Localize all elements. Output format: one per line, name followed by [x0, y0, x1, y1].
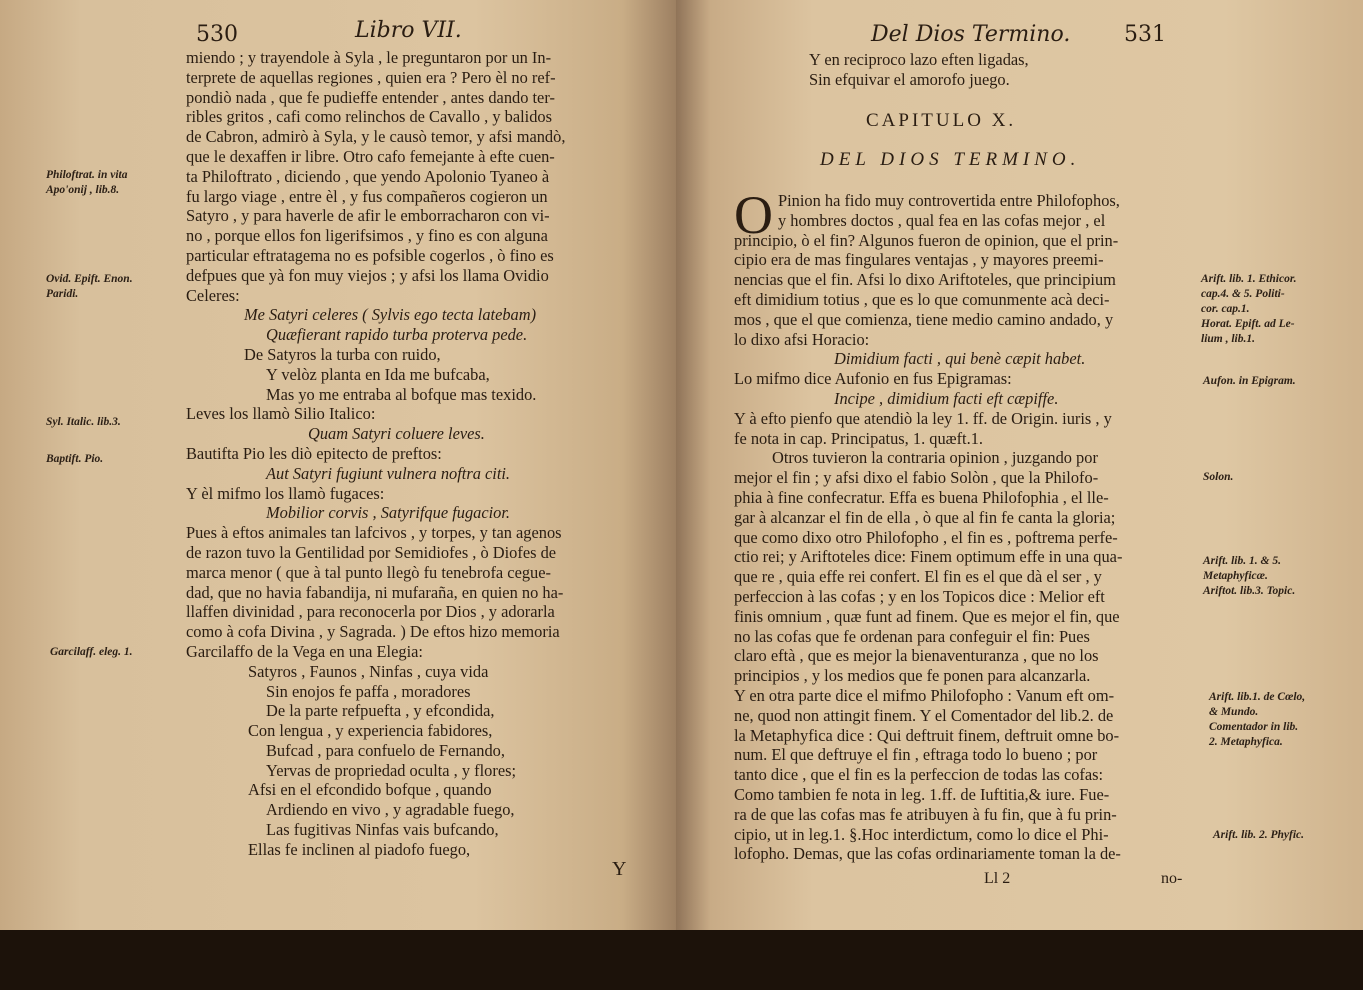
text-line: Y en otra parte dice el mifmo Philofopho : Vanum eft om-	[734, 685, 1115, 705]
drop-cap: O	[734, 185, 773, 245]
text-line: ne, quod non attingit finem. Y el Comentador del lib.2. de	[734, 705, 1114, 725]
left-margin-note-4: Baptift. Pio.	[46, 453, 104, 465]
left-page-number: 530	[196, 22, 238, 47]
text-line: Lo mifmo dice Aufonio en fus Epigramas:	[734, 369, 1012, 389]
text-line: De la parte refpuefta , y efcondida,	[266, 701, 495, 721]
left-margin-note-3: Syl. Italic. lib.3.	[46, 416, 121, 428]
left-margin-note-1: Philoftrat. in vita Apo'onij , lib.8.	[46, 169, 128, 196]
text-line: Me Satyri celeres ( Sylvis ego tecta latebam)	[244, 305, 537, 325]
left-running-head: Libro VII.	[355, 18, 462, 43]
text-line: dad, que no havia fabandija, ni mufaraña, en quien no ha-	[186, 582, 564, 602]
right-page-number: 531	[1124, 22, 1166, 47]
text-line: Satyros , Faunos , Ninfas , cuya vida	[248, 661, 489, 681]
text-line: que re , quia effe rei confert. El fin es el que dà el ser , y	[734, 567, 1102, 587]
left-page	[0, 0, 676, 930]
text-line: De Satyros la turba con ruido,	[244, 344, 441, 364]
text-line: de Cabron, admirò à Syla, y le causò temor, y afsi mandò,	[186, 127, 566, 147]
text-line: Bautifta Pio les diò epitecto de preftos:	[186, 443, 442, 463]
text-line: Como tambien fe nota in leg. 1.ff. de Iuftitia,& iure. Fue-	[734, 784, 1110, 804]
text-line: ribles gritos , cafi como relinchos de Cavallo , y balidos	[186, 107, 552, 127]
right-running-head: Del Dios Termino.	[871, 22, 1071, 47]
right-verse	[809, 50, 1029, 90]
text-line: phia à fine confecratur. Effa es buena Philofophia , el lle-	[734, 487, 1109, 507]
text-line: Mas yo me entraba al bofque mas texido.	[266, 384, 537, 404]
text-line: Aut Satyri fugiunt vulnera noftra citi.	[266, 463, 511, 483]
text-line: defpues que yà fon muy viejos ; y afsi los llama Ovidio	[186, 265, 549, 285]
text-line: Dimidium facti , qui benè cæpit habet.	[834, 349, 1086, 369]
text-line: Afsi en el efcondido bofque , quando	[248, 780, 492, 800]
left-body-text	[186, 48, 646, 860]
text-line: principio, ò el fin? Algunos fueron de opinion, que el prin-	[734, 230, 1119, 250]
text-line: finis omnium , quæ funt ad finem. Que es mejor el fin, que	[734, 606, 1120, 626]
text-line: ra de que las cofas mas fe atribuyen à fu fin, que à fu prin-	[734, 804, 1117, 824]
text-line: Yervas de propriedad oculta , y flores;	[266, 760, 517, 780]
text-line: como à cofa Divina , y Sagrada. ) De eftos hizo memoria	[186, 622, 560, 642]
text-line: Incipe , dimidium facti eft cæpiffe.	[834, 388, 1059, 408]
text-line: y hombres doctos , qual fea en las cofas mejor , el	[778, 210, 1106, 230]
left-margin-note-2: Ovid. Epift. Enon. Paridi.	[46, 273, 133, 300]
text-line: Otros tuvieron la contraria opinion , juzgando por	[772, 448, 1098, 468]
text-line: eft dimidium totius , que es lo que comunmente acà deci-	[734, 289, 1110, 309]
text-line: mejor el fin ; y afsi dixo el fabio Solòn , que la Philofo-	[734, 468, 1099, 488]
text-line: perfeccion à las cofas ; y en los Topicos dice : Melior eft	[734, 586, 1105, 606]
text-line: principios , y los medios que fe ponen para alcanzarla.	[734, 666, 1091, 686]
text-line: Pinion ha fido muy controvertida entre Philofophos,	[778, 191, 1120, 210]
text-line: Bufcad , para confuelo de Fernando,	[266, 740, 505, 760]
page-signature: Ll 2	[984, 870, 1011, 887]
text-line: Ardiendo en vivo , y agradable fuego,	[266, 800, 515, 820]
right-catchword: no-	[1161, 870, 1183, 887]
right-margin-note-6: Arift. lib. 2. Phyfic.	[1213, 829, 1305, 841]
text-line: Y èl mifmo los llamò fugaces:	[186, 483, 385, 503]
text-line: claro eftà , que es mejor la bienaventuranza , que no los	[734, 646, 1099, 666]
text-line: gar à alcanzar el fin de ella , ò que al fin fe canta la gloria;	[734, 507, 1116, 527]
text-line: Ellas fe inclinen al piadofo fuego,	[248, 839, 471, 859]
text-line: num. El que deftruye el fin , eftraga todo lo bueno ; por	[734, 745, 1098, 765]
text-line: Y velòz planta en Ida me bufcaba,	[266, 364, 490, 384]
text-line: Leves los llamò Silio Italico:	[186, 404, 376, 424]
text-line: nencias que el fin. Afsi lo dixo Ariftoteles, que principium	[734, 270, 1116, 290]
chapter-title: CAPITULO X.	[866, 110, 1017, 131]
text-line: Quæfierant rapido turba proterva pede.	[266, 325, 528, 345]
text-line: lo dixo afsi Horacio:	[734, 329, 870, 349]
text-line: mos , que el que comienza, tiene medio camino andado, y	[734, 309, 1114, 329]
chapter-subtitle: DEL DIOS TERMINO.	[820, 149, 1081, 170]
text-line: Celeres:	[186, 285, 240, 305]
text-line: que le dexaffen ir libre. Otro cafo femejante à efte cuen-	[186, 146, 555, 166]
text-line: Las fugitivas Ninfas vais bufcando,	[266, 820, 499, 840]
verse-line-2: Sin efquivar el amorofo juego.	[809, 69, 1010, 89]
text-line: tanto dice , que el fin es la perfeccion de todas las cofas:	[734, 765, 1104, 785]
text-line: Sin enojos fe paffa , moradores	[266, 681, 471, 701]
right-margin-note-3: Solon.	[1203, 471, 1234, 483]
text-line: Y à efto pienfo que atendiò la ley 1. ff. de Origin. iuris , y	[734, 408, 1112, 428]
right-margin-note-5: Arift. lib.1. de Cœlo, & Mundo. Comentador in lib. 2. Metaphyfica.	[1209, 691, 1306, 748]
right-margin-note-2: Aufon. in Epigram.	[1203, 375, 1296, 387]
text-line: pondiò nada , que fe pudieffe entender , antes dando ter-	[186, 87, 555, 107]
text-line: Satyro , y para haverle de afir le emborracharon con vi-	[186, 206, 550, 226]
left-margin-note-5: Garcilaff. eleg. 1.	[50, 646, 133, 658]
text-line: ta Philoftrato , diciendo , que yendo Apolonio Tyaneo à	[186, 166, 550, 186]
right-body-text	[734, 191, 1204, 864]
text-line: Garcilaffo de la Vega en una Elegia:	[186, 641, 423, 661]
text-line: fu largo viage , entre èl , y fus compañeros cogieron un	[186, 186, 548, 206]
right-margin-note-1: Arift. lib. 1. Ethicor. cap.4. & 5. Politi- cor. cap.1. Horat. Epift. ad Le- lium , lib.1.	[1201, 273, 1297, 345]
text-line: la Metaphyfica dice : Qui deftruit finem, deftruit omne bo-	[734, 725, 1120, 745]
text-line: de razon tuvo la Gentilidad por Semidiofes , ò Diofes de	[186, 542, 557, 562]
text-line: Con lengua , y experiencia fabidores,	[248, 721, 493, 741]
right-margin-note-4: Arift. lib. 1. & 5. Metaphyficæ. Ariftot. lib.3. Topic.	[1203, 555, 1296, 597]
text-line: particular eftratagema no es pofsible cogerlos , ò fino es	[186, 245, 554, 265]
text-line: terprete de aquellas regiones , quien era ? Pero èl no ref-	[186, 67, 556, 87]
text-line: fe nota in cap. Principatus, 1. quæft.1.	[734, 428, 983, 448]
text-line: Pues à eftos animales tan lafcivos , y torpes, y tan agenos	[186, 523, 562, 543]
right-page	[676, 0, 1363, 930]
text-line: Quam Satyri coluere leves.	[308, 424, 485, 444]
text-line: cipio, ut in leg.1. §.Hoc interdictum, como lo dice el Phi-	[734, 824, 1109, 844]
text-line: miendo ; y trayendole à Syla , le preguntaron por un In-	[186, 48, 552, 67]
book-edge-shadow	[0, 930, 1363, 990]
left-catchword: Y	[612, 858, 627, 880]
text-line: no , porque ellos fon ligerifsimos , y fino es con alguna	[186, 226, 548, 246]
text-line: llaffen divinidad , para reconocerla por Dios , y adorarla	[186, 602, 555, 622]
text-line: no las cofas que fe ordenan para confeguir el fin: Pues	[734, 626, 1090, 646]
text-line: lofopho. Demas, que las cofas ordinariamente toman la de-	[734, 844, 1121, 864]
text-line: ctio rei; y Ariftoteles dice: Finem optimum effe in una qua-	[734, 547, 1123, 567]
verse-line-1: Y en reciproco lazo eften ligadas,	[809, 50, 1029, 69]
text-line: Mobilior corvis , Satyrifque fugacior.	[266, 503, 511, 523]
text-line: cipio era de mas fingulares ventajas , y mayores preemi-	[734, 250, 1104, 270]
text-line: que como dixo otro Philofopho , el fin es , poftrema perfe-	[734, 527, 1118, 547]
text-line: marca menor ( que à tal punto llegò fu tenebrofa cegue-	[186, 562, 551, 582]
